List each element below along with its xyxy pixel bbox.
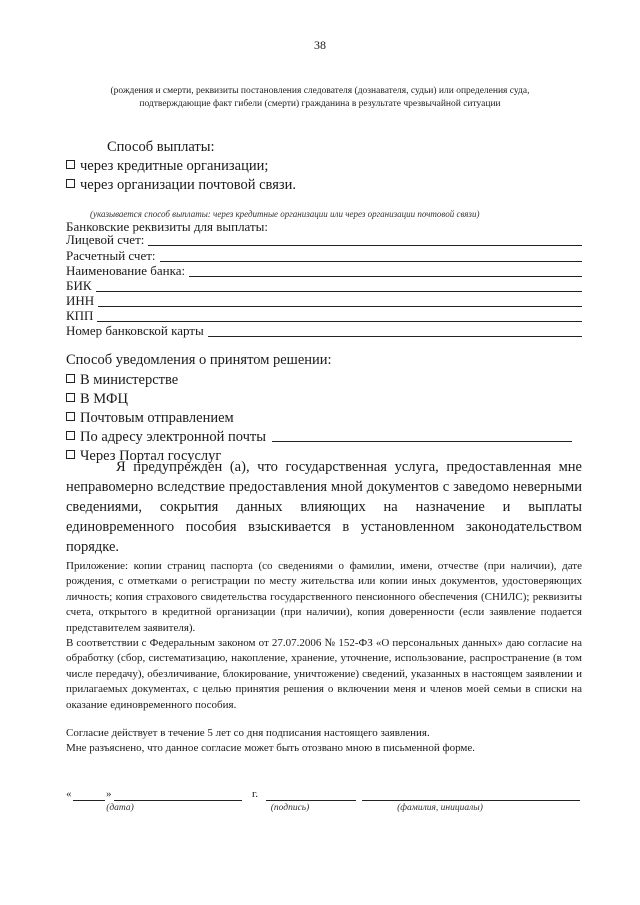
- date-month-line[interactable]: [114, 800, 242, 801]
- checkbox-icon[interactable]: [66, 179, 75, 188]
- payment-option-post: через организации почтовой связи.: [66, 177, 296, 194]
- date-close-quote: »: [106, 788, 112, 800]
- checkbox-icon[interactable]: [66, 412, 75, 421]
- payment-method-note: (указывается способ выплаты: через кредитные организации или через организации почтовой связи): [90, 209, 480, 219]
- signature-caption: (подпись): [270, 803, 310, 813]
- notify-option-gosuslugi: Через Портал госуслуг: [66, 448, 221, 465]
- field-settlement-account[interactable]: Расчетный счет:: [66, 250, 582, 264]
- checkbox-icon[interactable]: [66, 393, 75, 402]
- signature-line[interactable]: [266, 800, 356, 801]
- field-personal-account[interactable]: Лицевой счет:: [66, 234, 582, 248]
- warning-paragraph: Я предупрежден (а), что государственная услуга, предоставленная мне неправомерно вследствие предоставления мной документов с заведомо неверными сведениями, сокрытия данных влияющих на назначение и выплаты единовременного пособия взыскивается в установленном законодательством порядке.: [66, 459, 582, 555]
- field-kpp[interactable]: КПП: [66, 310, 582, 324]
- checkbox-icon[interactable]: [66, 374, 75, 383]
- name-caption: (фамилия, инициалы): [397, 803, 483, 813]
- notify-option-post: Почтовым отправлением: [66, 410, 234, 427]
- notification-method-title: Способ уведомления о принятом решении:: [66, 352, 332, 368]
- date-caption: (дата): [106, 803, 134, 813]
- fill-line: [96, 291, 582, 292]
- consent-paragraph: В соответствии с Федеральным законом от 27.07.2006 № 152-ФЗ «О персональных данных» даю согласие на обработку (сбор, систематизацию, накопление, хранение, уточнение, использование, распространение (в том числе передачу), обезличивание, блокирование, уничтожение) сведений, указанных в настоящем заявлении и прилагаемых документах, с целью принятия решения о включении меня и членов моей семьи в списки на оказание единовременного пособия.: [66, 637, 582, 711]
- date-open-quote: «: [66, 788, 72, 800]
- consent-revocation: Мне разъяснено, что данное согласие может быть отозвано мною в письменной форме.: [66, 742, 476, 754]
- year-suffix: г.: [252, 788, 259, 800]
- name-line[interactable]: [362, 800, 580, 801]
- email-fill-line[interactable]: [272, 441, 572, 442]
- notify-option-email: По адресу электронной почты: [66, 429, 572, 446]
- field-inn[interactable]: ИНН: [66, 295, 582, 309]
- fill-line: [98, 306, 582, 307]
- notify-option-ministry: В министерстве: [66, 372, 178, 389]
- field-bank-name[interactable]: Наименование банка:: [66, 265, 582, 279]
- date-day-line[interactable]: [73, 800, 105, 801]
- consent-validity: Согласие действует в течение 5 лет со дня подписания настоящего заявления.: [66, 727, 430, 739]
- field-bik[interactable]: БИК: [66, 280, 582, 294]
- field-card-number[interactable]: Номер банковской карты: [66, 325, 582, 339]
- fill-line: [189, 276, 582, 277]
- appendix-paragraph: Приложение: копии страниц паспорта (со сведениями о фамилии, имени, отчестве (при наличии), дате рождения, с отметками о регистрации по месту жительства или копии иных документов, удостоверяющих личность; копия страхового свидетельства государственного пенсионного обеспечения (СНИЛС); реквизиты счета, открытого в кредитной организации (при наличии), копия доверенности (если заявление подается представителем заявителя).: [66, 560, 582, 634]
- checkbox-icon[interactable]: [66, 160, 75, 169]
- fill-line: [208, 336, 582, 337]
- notify-option-mfc: В МФЦ: [66, 391, 128, 408]
- payment-option-credit: через кредитные организации;: [66, 158, 268, 175]
- bank-details-title: Банковские реквизиты для выплаты:: [66, 219, 269, 234]
- header-line-2: подтверждающие факт гибели (смерти) гражданина в результате чрезвычайной ситуации: [139, 99, 501, 109]
- fill-line: [148, 245, 582, 246]
- payment-method-title: Способ выплаты:: [107, 139, 215, 155]
- header-line-1: (рождения и смерти, реквизиты постановления следователя (дознавателя, судьи) или определения суда,: [110, 86, 530, 96]
- page-number: 38: [314, 38, 326, 52]
- fill-line: [160, 261, 582, 262]
- fill-line: [97, 321, 582, 322]
- checkbox-icon[interactable]: [66, 431, 75, 440]
